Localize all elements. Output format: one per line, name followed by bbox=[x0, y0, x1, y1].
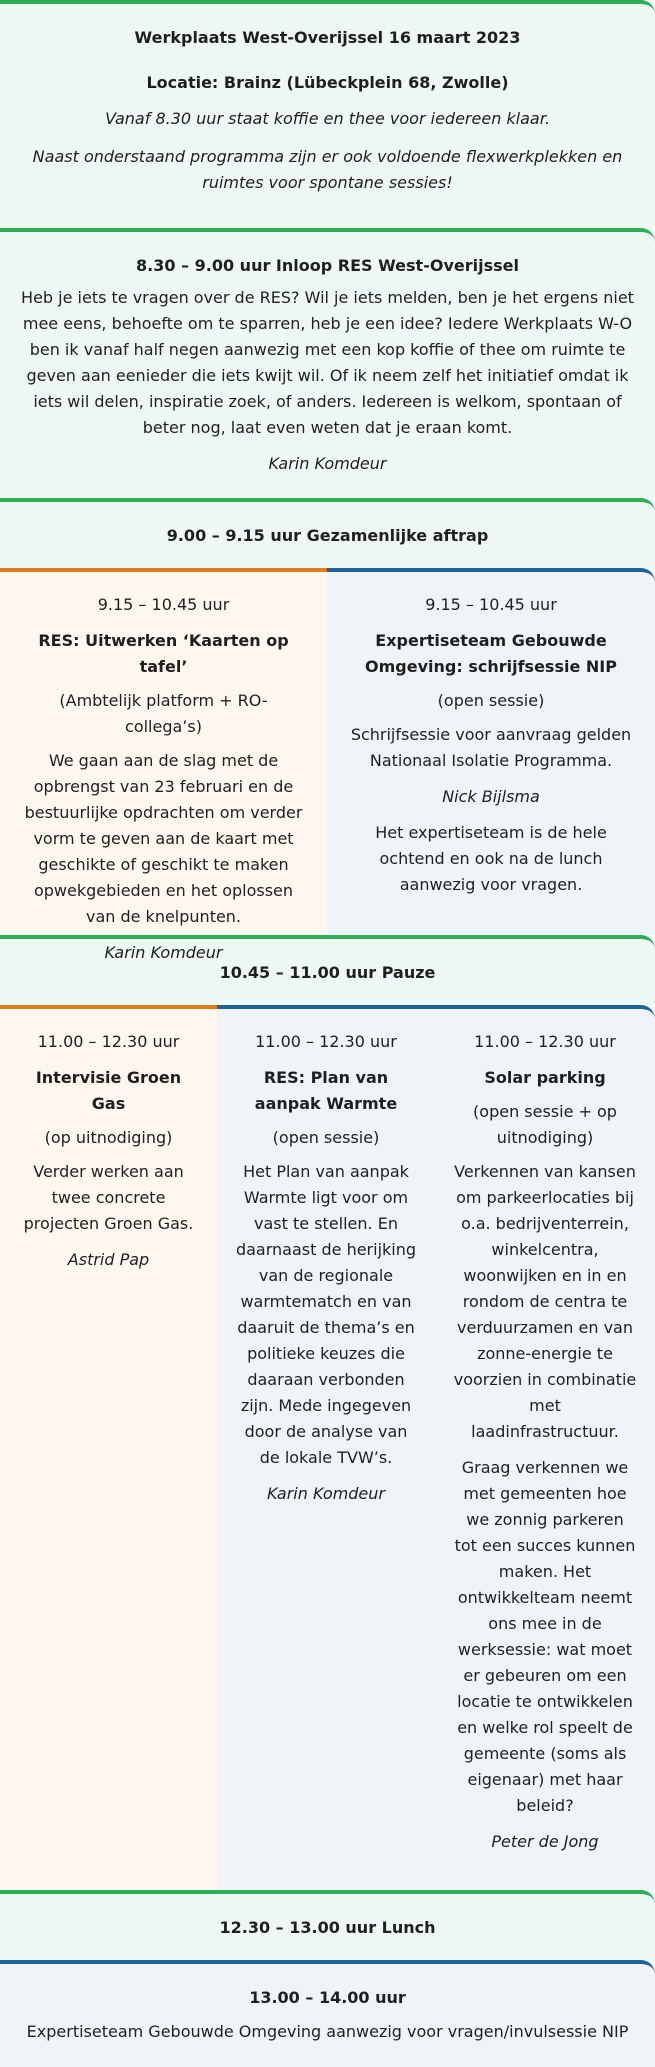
session-time: 11.00 – 12.30 uur bbox=[37, 1032, 180, 1051]
location: Locatie: Brainz (Lübeckplein 68, Zwolle) bbox=[146, 73, 509, 92]
session-host: Astrid Pap bbox=[67, 1250, 150, 1269]
aftrap-title: 9.00 – 9.15 uur Gezamenlijke aftrap bbox=[166, 526, 489, 545]
session-description: Het Plan van aanpak Warmte ligt voor om vast te stellen. En daarnaast de herijking van de regionale warmtematch en van daaruit de thema’s en politieke keuzes die daaraan verbonden zijn. Mede ingegeven door de analyse van de lokale TVW’s. bbox=[235, 1162, 417, 1467]
session-description: Verkennen van kansen om parkeerlocaties bij o.a. bedrijventerrein, winkelcentra, woonwijken en in en rondom de centra te verduurzamen en van zonne-energie te voorzien in combinatie met laadinfrastructuur. bbox=[453, 1162, 637, 1441]
inloop-text: Heb je iets te vragen over de RES? Wil je iets melden, ben je het ergens niet mee eens, behoefte om te sparren, heb je een idee? Iedere Werkplaats W-O ben ik vanaf half negen aanwezig met een kop koffie of thee om ruimte te geven aan eenieder die iets kwijt wil. Of ik neem zelf het initiatief omdat ik iets wil delen, inspiratie zoek, of anders. Iedereen is welkom, spontaan of beter nog, laat even weten dat je eraan komt. bbox=[21, 288, 634, 437]
coffee-note: Vanaf 8.30 uur staat koffie en thee voor iedereen klaar. bbox=[105, 109, 550, 128]
session-time: 9.15 – 10.45 uur bbox=[97, 595, 230, 614]
session-card bbox=[327, 568, 655, 935]
inloop-section bbox=[0, 228, 655, 498]
flex-note: Naast onderstaand programma zijn er ook voldoende flexwerkplekken en ruimtes voor spontane sessies! bbox=[32, 147, 623, 192]
session-subtitle: (open sessie) bbox=[272, 1128, 380, 1147]
session-subtitle: (open sessie) bbox=[437, 691, 545, 710]
inloop-title: 8.30 – 9.00 uur Inloop RES West-Overijssel bbox=[136, 256, 519, 275]
afternoon-title: 13.00 – 14.00 uur bbox=[249, 1988, 406, 2007]
aftrap-section bbox=[0, 498, 655, 568]
session-title: Intervisie Groen Gas bbox=[35, 1068, 182, 1113]
session-host: Karin Komdeur bbox=[104, 943, 223, 962]
pauze-title: 10.45 – 11.00 uur Pauze bbox=[219, 963, 436, 982]
lunch-section bbox=[0, 1890, 655, 1960]
session-card bbox=[435, 1005, 655, 1890]
header-section bbox=[0, 0, 655, 228]
session-subtitle: (op uitnodiging) bbox=[44, 1128, 173, 1147]
session-host: Nick Bijlsma bbox=[442, 787, 540, 806]
session-title: Solar parking bbox=[484, 1068, 606, 1087]
afternoon-text: Expertiseteam Gebouwde Omgeving aanwezig voor vragen/invulsessie NIP bbox=[26, 2022, 629, 2041]
session-time: 9.15 – 10.45 uur bbox=[425, 595, 557, 614]
session-description: Graag verkennen we met gemeenten hoe we zonnig parkeren tot een succes kunnen maken. Het ontwikkelteam neemt ons mee in de werksessie: wat moet er gebeuren om een locatie te ontwikkelen en welke rol speelt de gemeente (soms als eigenaar) met haar beleid? bbox=[454, 1458, 636, 1815]
session-time: 11.00 – 12.30 uur bbox=[474, 1032, 616, 1051]
session-description: We gaan aan de slag met de opbrengst van 23 februari en de bestuurlijke opdrachten om verder vorm te geven aan de kaart met geschikte of geschikt te maken opwekgebieden en het oplossen van de knelpunten. bbox=[24, 751, 303, 926]
session-subtitle: (open sessie + op uitnodiging) bbox=[473, 1102, 617, 1147]
session-description: Verder werken aan twee concrete projecten Groen Gas. bbox=[23, 1162, 194, 1233]
sessions-block-2 bbox=[0, 1005, 655, 1890]
sessions-block-1 bbox=[0, 568, 655, 962]
session-card bbox=[0, 568, 327, 962]
session-card bbox=[217, 1005, 435, 1890]
page-title: Werkplaats West-Overijssel 16 maart 2023 bbox=[134, 28, 521, 47]
session-note: Het expertiseteam is de hele ochtend en ook na de lunch aanwezig voor vragen. bbox=[375, 823, 607, 894]
session-title: RES: Plan van aanpak Warmte bbox=[254, 1068, 398, 1113]
session-title: Expertiseteam Gebouwde Omgeving: schrijfsessie NIP bbox=[365, 631, 617, 676]
session-card bbox=[0, 1005, 217, 1890]
session-title: RES: Uitwerken ‘Kaarten op tafel’ bbox=[38, 631, 289, 676]
inloop-host: Karin Komdeur bbox=[268, 454, 387, 473]
lunch-title: 12.30 – 13.00 uur Lunch bbox=[219, 1918, 436, 1937]
session-subtitle: (Ambtelijk platform + RO-collega’s) bbox=[59, 691, 268, 736]
session-host: Peter de Jong bbox=[491, 1832, 599, 1851]
session-host: Karin Komdeur bbox=[267, 1484, 385, 1503]
session-description: Schrijfsessie voor aanvraag gelden Nationaal Isolatie Programma. bbox=[350, 725, 632, 770]
session-time: 11.00 – 12.30 uur bbox=[255, 1032, 397, 1051]
afternoon-section bbox=[0, 1960, 655, 2067]
